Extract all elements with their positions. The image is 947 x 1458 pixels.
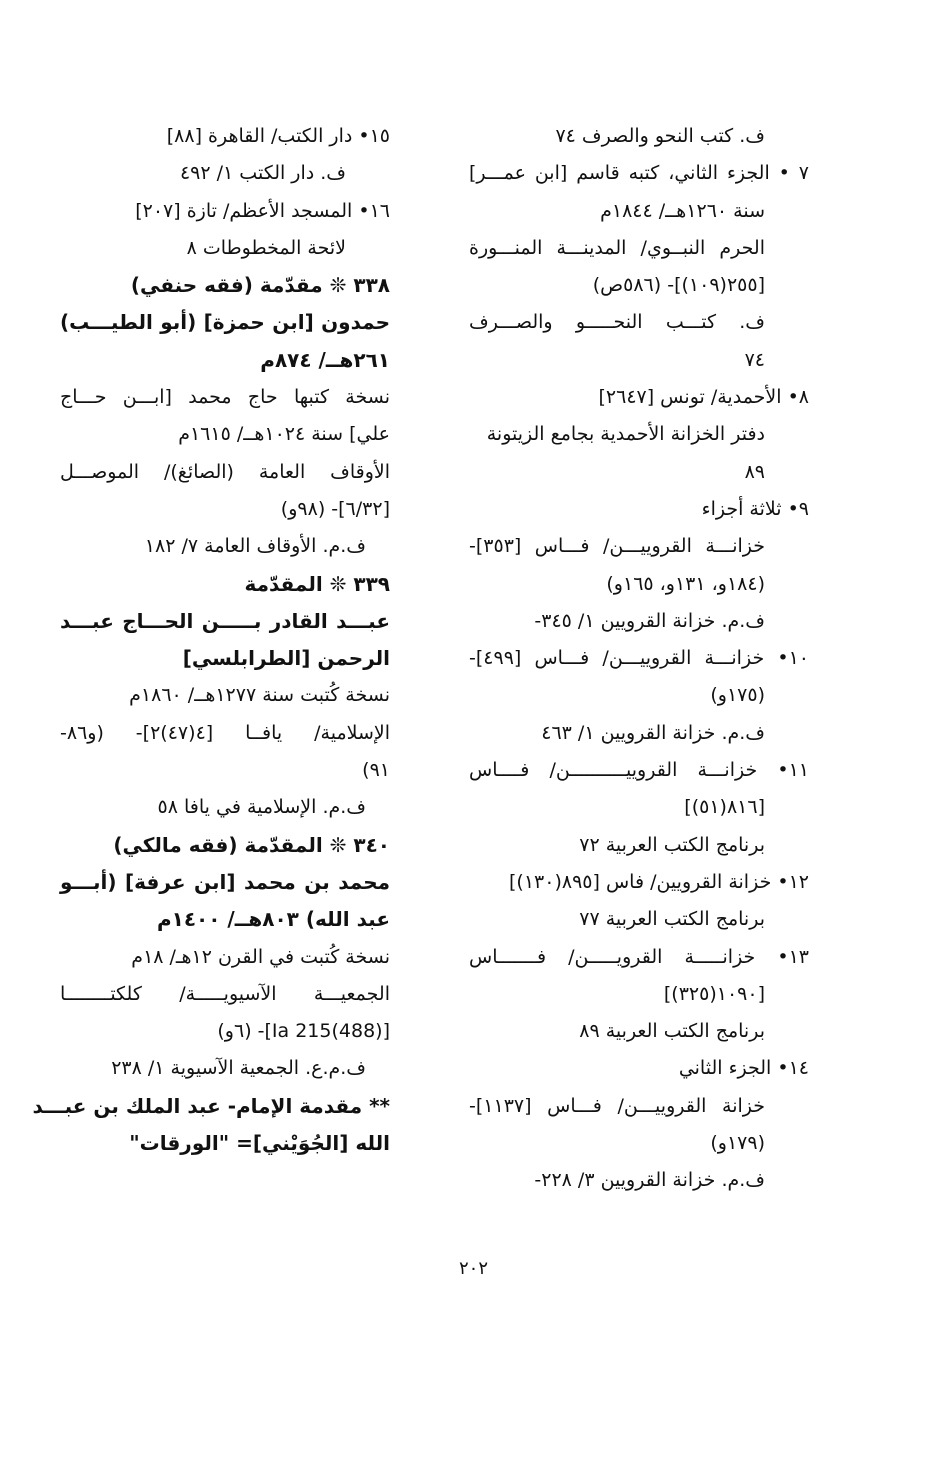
right-column-line-25: برنامج الكتب العربية ٨٩ — [579, 1020, 765, 1043]
left-column-line-11: [٦/٣٢]- (٩٨و) — [280, 497, 390, 520]
right-column-line-4: الحرم النبــوي/ المدينـــة المنـــورة — [469, 236, 765, 259]
left-column-line-19: ف.م. الإسلامية في يافا ٥٨ — [157, 796, 366, 819]
right-column-line-1: ف. كتب النحو والصرف ٧٤ — [555, 125, 765, 147]
left-column-line-3: ١٦• المسجد الأعظم/ تازة [٢٠٧] — [135, 199, 390, 222]
page-number: ٢٠٢ — [458, 1258, 488, 1279]
left-column-line-13: ٣٣٩ ❊ المقدّمة — [244, 571, 390, 596]
right-column-line-29: ف.م. خزانة القرويين ٣/ ٢٢٨- — [534, 1169, 765, 1192]
left-column-line-22: عبد الله) ٨٠٣هــ/ ١٤٠٠م — [156, 907, 390, 932]
left-column-line-24: الجمعيـــة الآسيويـــــة/ كلكتــــــــا — [60, 982, 390, 1005]
right-column-line-20: برنامج الكتب العربية ٧٢ — [579, 833, 765, 856]
left-column-line-4: لائحة المخطوطات ٨ — [186, 236, 346, 259]
right-column-line-9: دفتر الخزانة الأحمدية بجامع الزيتونة — [486, 423, 765, 446]
right-column-line-14: ف.م. خزانة القرويين ١/ ٣٤٥- — [534, 609, 765, 632]
left-column — [32, 118, 390, 1162]
right-column-line-26: ١٤• الجزء الثاني — [678, 1057, 809, 1080]
left-column-line-20: ٣٤٠ ❊ المقدّمة (فقه مالكي) — [113, 832, 390, 857]
right-column-line-16: (١٧٥و) — [710, 684, 765, 707]
right-column-line-19: [٨١٦(٥١)] — [684, 796, 765, 819]
right-column-line-22: برنامج الكتب العربية ٧٧ — [579, 908, 765, 931]
left-column-line-2: ف. دار الكتب ١/ ٤٩٢ — [179, 162, 346, 185]
right-column-line-15: ١٠• خزانـــة القروييـــن/ فـــاس [٤٩٩]- — [469, 647, 809, 670]
right-column-line-27: خزانة القروييـــن/ فـــاس [١١٣٧]- — [469, 1094, 765, 1117]
right-column-line-18: ١١• خزانـــة القروييــــــــــن/ فــــاس — [469, 759, 809, 782]
left-column-line-28: الله [الجُوَيْني]= "الورقات" — [129, 1131, 390, 1156]
left-column-line-17: الإسلامية/ يافــا [٤(٤٧)٢]- (و٨٦- — [60, 721, 390, 744]
right-column-line-2: ٧ • الجزء الثاني، كتبه قاسم [ابن عمـــر] — [469, 162, 809, 185]
left-column-line-9: علي] سنة ١٠٢٤هــ/ ١٦١٥م — [178, 423, 390, 446]
right-column-line-10: ٨٩ — [744, 460, 765, 483]
left-column-line-6: حمدون [ابن حمزة] (أبو الطيـــب) — [60, 310, 390, 335]
left-column-line-25: [Ia 215(488)]- (٦و) — [217, 1020, 390, 1043]
left-column-line-1: ١٥• دار الكتب/ القاهرة [٨٨] — [166, 125, 390, 147]
left-column-line-26: ف.م.ع. الجمعية الآسيوية ١/ ٢٣٨ — [111, 1057, 366, 1080]
right-column-line-21: ١٢• خزانة القرويين/ فاس [٨٩٥(١٣٠)] — [509, 870, 809, 893]
right-column-line-5: [٢٥٥(١٠٩)]- (٥٨٦ص) — [592, 274, 765, 297]
left-column-line-18: ٩١) — [362, 759, 390, 782]
right-column — [469, 118, 809, 1200]
left-column-line-16: نسخة كُتبت سنة ١٢٧٧هــ/ ١٨٦٠م — [129, 684, 390, 707]
right-column-line-3: سنة ١٢٦٠هــ/ ١٨٤٤م — [600, 199, 765, 222]
left-column-line-12: ف.م. الأوقاف العامة ٧/ ١٨٢ — [144, 535, 366, 558]
left-column-line-7: ٢٦١هــ/ ٨٧٤م — [260, 347, 390, 372]
right-column-line-17: ف.م. خزانة القرويين ١/ ٤٦٣ — [541, 721, 765, 744]
right-column-line-12: خزانـــة القروييـــن/ فـــاس [٣٥٣]- — [469, 535, 765, 558]
right-column-line-7: ٧٤ — [744, 348, 765, 371]
right-column-line-11: ٩• ثلاثة أجزاء — [701, 497, 809, 520]
left-column-line-8: نسخة كتبها حاج محمد [ابـــن حـــاج — [60, 386, 390, 409]
left-column-line-10: الأوقاف العامة (الصائغ)/ الموصـــل — [60, 460, 390, 483]
left-column-line-5: ٣٣٨ ❊ مقدّمة (فقه حنفي) — [130, 273, 390, 298]
left-column-line-23: نسخة كُتبت في القرن ١٢هـ/ ١٨م — [131, 945, 390, 968]
right-column-line-24: [١٠٩٠(٣٢٥)] — [663, 982, 765, 1005]
right-column-line-28: (١٧٩و) — [710, 1132, 765, 1155]
left-column-line-27: ** مقدمة الإمام- عبد الملك بن عبـــد — [32, 1093, 390, 1118]
right-column-line-13: (١٨٤و، ١٣١و، ١٦٥و) — [606, 572, 765, 595]
left-column-line-21: محمد بن محمد [ابن عرفة] (أبـــو — [60, 869, 390, 894]
left-column-line-14: عبـــد القادر بـــــن الحـــاج عبـــد — [60, 608, 390, 633]
right-column-line-6: ف. كتـــب النحـــــو والصـــرف — [469, 311, 765, 334]
right-column-line-23: ١٣• خزانـــــة القرويـــــن/ فـــــــاس — [469, 945, 809, 968]
left-column-line-15: الرحمن [الطرابلسي] — [182, 646, 390, 671]
right-column-line-8: ٨• الأحمدية/ تونس [٢٦٤٧] — [598, 386, 809, 409]
